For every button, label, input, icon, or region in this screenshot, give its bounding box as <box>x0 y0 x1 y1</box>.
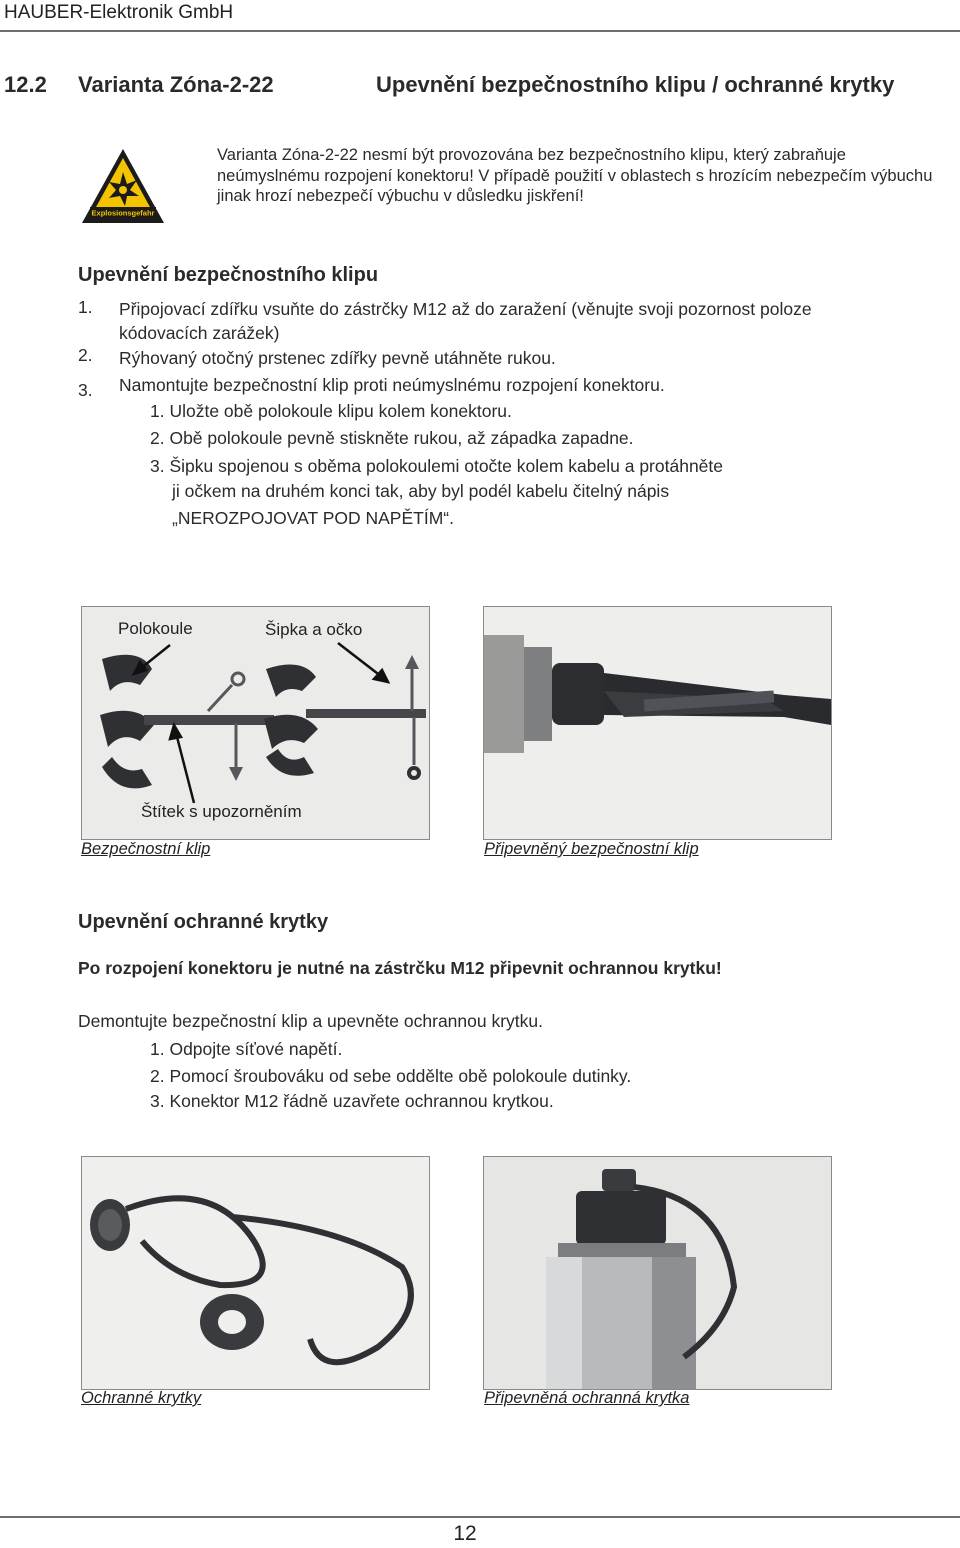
substep-3-line-3: „NEROZPOJOVAT POD NAPĚTÍM“. <box>172 508 454 528</box>
substep-1: 1. Uložte obě polokoule klipu kolem konektoru. <box>150 401 512 421</box>
sign-label: Explosionsgefahr <box>91 208 155 218</box>
step-1-number: 1. <box>78 297 93 317</box>
caption-protective-caps: Ochranné krytky <box>81 1389 202 1407</box>
page-number: 12 <box>453 1522 477 1545</box>
safety-clip-photo <box>81 606 430 840</box>
step-2-number: 2. <box>78 345 93 365</box>
section-variant: Varianta Zóna-2-22 <box>78 72 274 97</box>
attached-clip-photo <box>483 606 832 840</box>
cap-step-1: 1. Odpojte síťové napětí. <box>150 1039 343 1059</box>
caption-attached-clip: Připevněný bezpečnostní klip <box>484 840 699 858</box>
section-title: Upevnění bezpečnostního klipu / ochranné krytky <box>376 72 895 97</box>
company-name: HAUBER-Elektronik GmbH <box>4 2 234 23</box>
protective-caps-photo <box>81 1156 430 1390</box>
explosion-warning-sign <box>79 146 167 226</box>
clip-heading: Upevnění bezpečnostního klipu <box>78 264 379 286</box>
attached-cap-photo <box>483 1156 832 1390</box>
substep-3-line-1: 3. Šipku spojenou s oběma polokoulemi otočte kolem kabelu a protáhněte <box>150 456 724 476</box>
step-2-line-1: Rýhovaný otočný prstenec zdířky pevně utáhněte rukou. <box>119 348 556 368</box>
warning-text: Varianta Zóna-2-22 nesmí být provozována bez bezpečnostního klipu, který zabraňuje neúmyslnému rozpojení konektoru! V případě použití v oblastech s hrozícím nebezpečím výbuchu jinak hrozí nebezpečí výbuchu v důsledku jiskření! <box>217 146 933 205</box>
label-arrow-eye: Šipka a očko <box>265 620 363 639</box>
footer-rule <box>0 1516 960 1518</box>
cap-step-2: 2. Pomocí šroubováku od sebe oddělte obě polokoule dutinky. <box>150 1066 632 1086</box>
cap-intro: Demontujte bezpečnostní klip a upevněte ochrannou krytku. <box>78 1011 544 1031</box>
label-warning-tag: Štítek s upozorněním <box>141 802 302 821</box>
cap-heading: Upevnění ochranné krytky <box>78 911 329 933</box>
header-rule <box>0 30 960 32</box>
section-number: 12.2 <box>4 72 47 97</box>
label-halves: Polokoule <box>118 619 193 638</box>
cap-bold-note: Po rozpojení konektoru je nutné na zástrčku M12 připevnit ochrannou krytku! <box>78 958 722 978</box>
step-3-line-1: Namontujte bezpečnostní klip proti neúmyslnému rozpojení konektoru. <box>119 375 665 395</box>
substep-2: 2. Obě polokoule pevně stiskněte rukou, až západka zapadne. <box>150 428 634 448</box>
cap-step-3: 3. Konektor M12 řádně uzavřete ochrannou krytkou. <box>150 1091 554 1111</box>
substep-3-line-2: ji očkem na druhém konci tak, aby byl podél kabelu čitelný nápis <box>172 481 670 501</box>
step-1-line-1: Připojovací zdířku vsuňte do zástrčky M12 až do zaražení (věnujte svoji pozornost poloze <box>119 299 812 319</box>
caption-attached-cap: Připevněná ochranná krytka <box>484 1389 690 1407</box>
step-3-number: 3. <box>78 380 93 400</box>
caption-safety-clip: Bezpečnostní klip <box>81 840 211 858</box>
step-1-line-2: kódovacích zarážek) <box>119 323 280 343</box>
